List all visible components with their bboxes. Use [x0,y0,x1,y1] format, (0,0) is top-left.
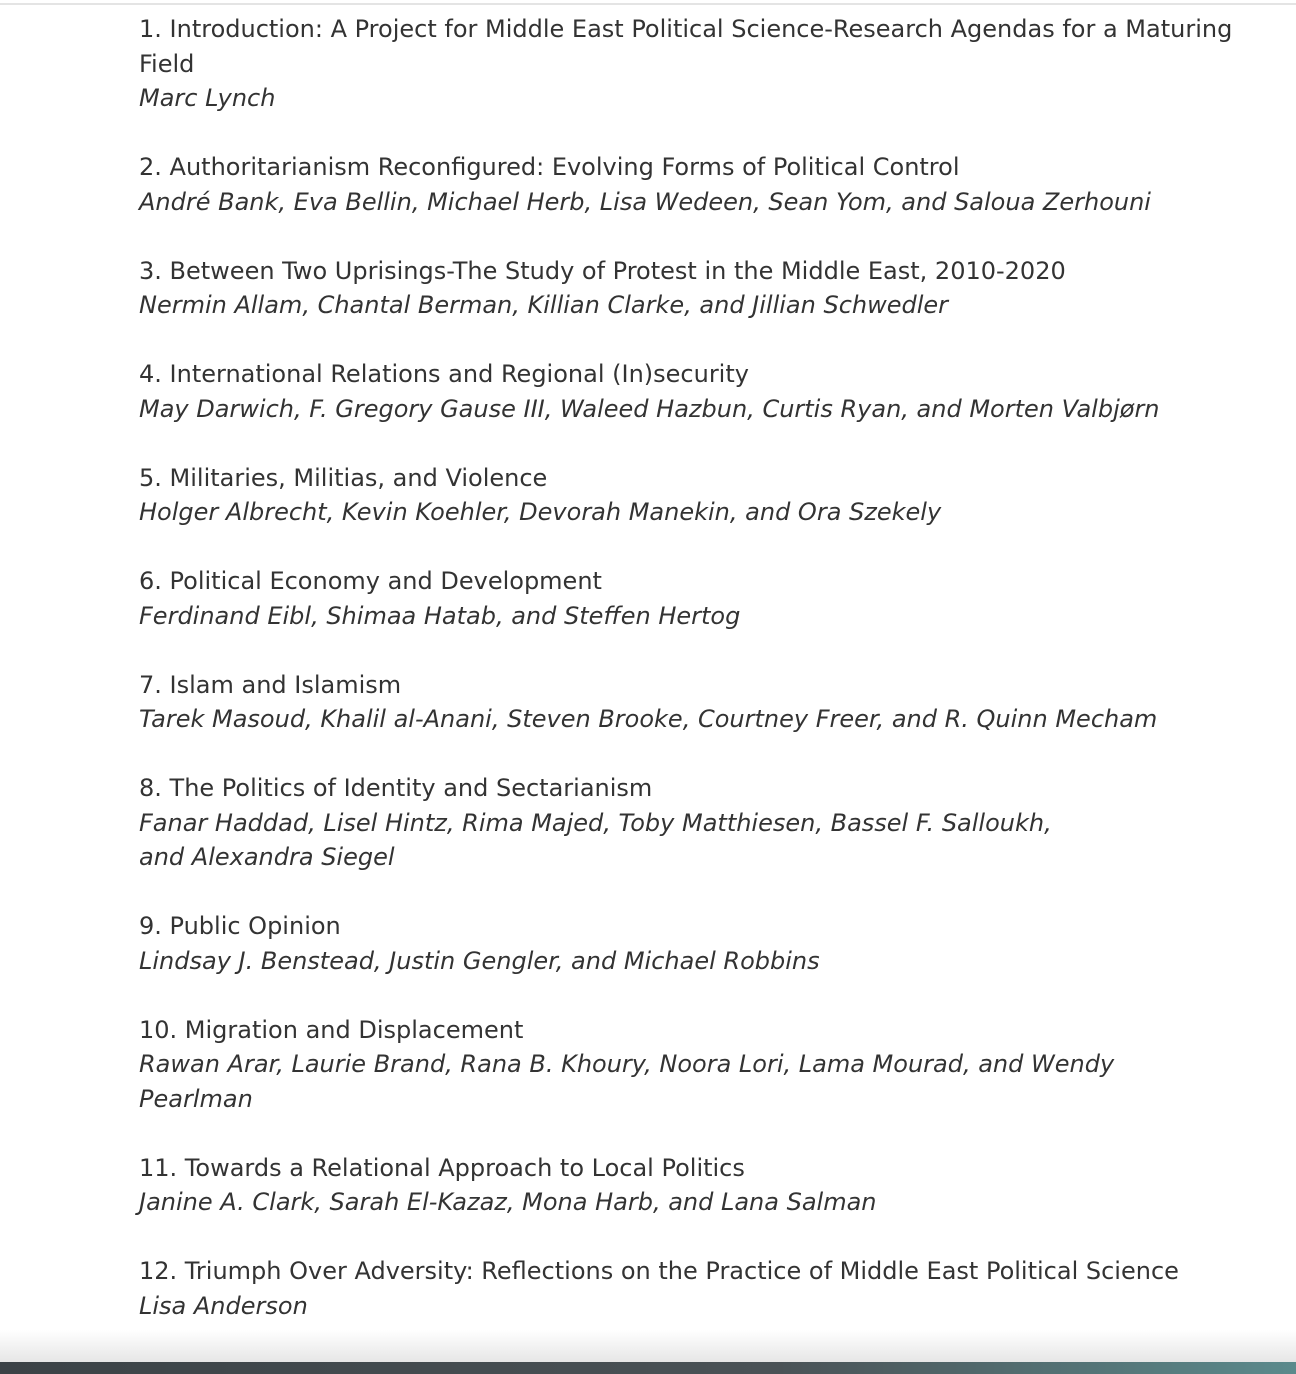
chapter-title: 2. Authoritarianism Reconfigured: Evolving Forms of Political Control [139,153,960,181]
chapter-authors: Fanar Haddad, Lisel Hintz, Rima Majed, Toby Matthiesen, Bassel F. Salloukh, [139,808,1052,837]
chapter-entry-4 [139,357,1249,426]
chapter-authors-continued: Pearlman [139,1084,253,1113]
chapter-title: 1. Introduction: A Project for Middle East Political Science-Research Agendas for a Maturing Field [139,15,1233,78]
chapter-title: 11. Towards a Relational Approach to Local Politics [139,1153,745,1182]
chapter-entry-11 [139,1151,1249,1220]
chapter-title: 5. Militaries, Militias, and Violence [139,463,548,492]
chapter-entry-5 [139,461,1249,530]
chapter-title: 6. Political Economy and Development [139,567,602,595]
chapter-title: 8. The Politics of Identity and Sectarianism [139,774,653,802]
chapter-authors: Lindsay J. Benstead, Justin Gengler, and Michael Robbins [139,946,820,975]
chapter-authors: Marc Lynch [139,84,276,112]
chapter-authors: Lisa Anderson [139,1291,308,1320]
chapter-authors: Holger Albrecht, Kevin Koehler, Devorah Manekin, and Ora Szekely [139,498,942,526]
chapter-authors: André Bank, Eva Bellin, Michael Herb, Lisa Wedeen, Sean Yom, and Saloua Zerhouni [139,187,1151,216]
chapter-entry-12 [139,1254,1249,1323]
chapter-title: 10. Migration and Displacement [139,1015,524,1044]
chapter-authors: May Darwich, F. Gregory Gause III, Waleed Hazbun, Curtis Ryan, and Morten Valbjørn [139,394,1160,423]
chapter-entry-3 [139,254,1249,323]
chapter-entry-10 [139,1013,1249,1117]
chapter-entry-6 [139,564,1249,633]
chapter-entry-9 [139,909,1249,978]
chapter-entry-8 [139,771,1249,875]
chapter-authors: Tarek Masoud, Khalil al-Anani, Steven Brooke, Courtney Freer, and R. Quinn Mecham [139,705,1158,733]
chapter-title: 3. Between Two Uprisings-The Study of Protest in the Middle East, 2010-2020 [139,256,1066,285]
chapter-entry-1 [139,12,1249,116]
chapter-authors: Ferdinand Eibl, Shimaa Hatab, and Steffen Hertog [139,601,741,630]
chapter-authors: Nermin Allam, Chantal Berman, Killian Clarke, and Jillian Schwedler [139,291,949,319]
bottom-fade [0,1330,1296,1362]
chapter-entry-7 [139,668,1249,737]
table-of-contents [139,12,1249,1323]
chapter-title: 9. Public Opinion [139,912,341,940]
chapter-authors: Janine A. Clark, Sarah El-Kazaz, Mona Harb, and Lana Salman [139,1188,877,1216]
chapter-entry-2 [139,150,1249,219]
chapter-title: 7. Islam and Islamism [139,670,402,699]
chapter-title: 4. International Relations and Regional (In)security [139,360,749,388]
chapter-authors-continued: and Alexandra Siegel [139,843,395,871]
top-divider [0,3,1296,5]
bottom-edge-bar [0,1362,1296,1374]
chapter-authors: Rawan Arar, Laurie Brand, Rana B. Khoury, Noora Lori, Lama Mourad, and Wendy [139,1050,1115,1078]
chapter-title: 12. Triumph Over Adversity: Reflections on the Practice of Middle East Political Science [139,1257,1179,1285]
